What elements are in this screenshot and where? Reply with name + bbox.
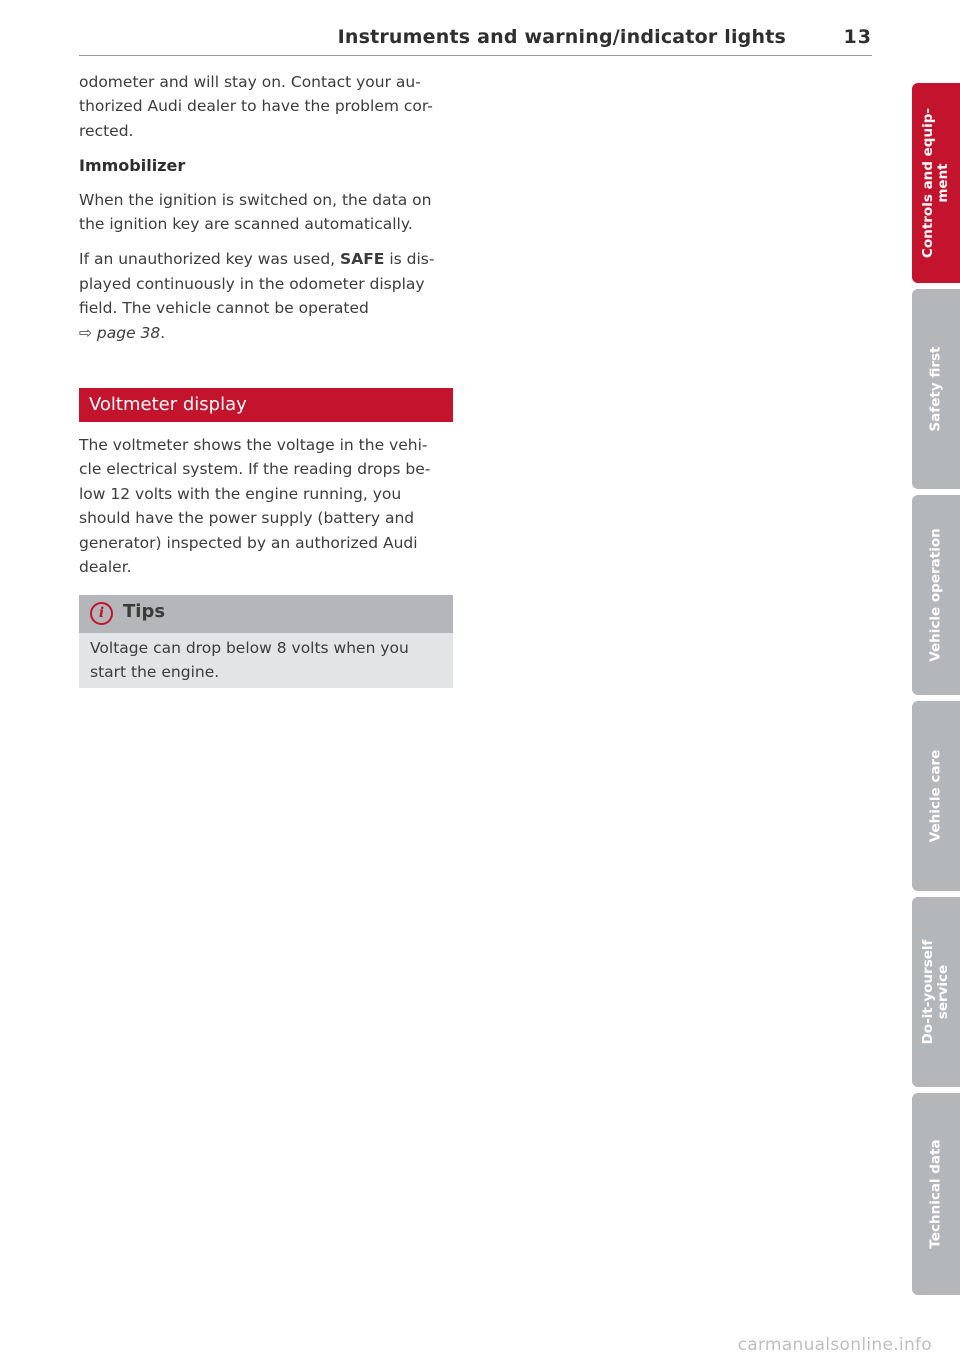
tips-label: Tips [123, 601, 166, 622]
page-reference-link[interactable]: ⇨ page 38 [79, 323, 161, 342]
tips-line: start the engine. [90, 663, 220, 681]
info-icon: i [90, 602, 113, 625]
immobilizer-paragraph-2: If an unauthorized key was used, SAFE is dis- played continuously in the odometer display field. The vehicle cannot be operated ⇨ page 38. [79, 250, 435, 342]
tips-header [79, 595, 453, 633]
tab-vehicle-operation[interactable]: Vehicle operation [912, 495, 960, 695]
safe-keyword: SAFE [340, 250, 385, 269]
tab-technical-data[interactable]: Technical data [912, 1093, 960, 1295]
immobilizer-heading: Immobilizer [79, 156, 186, 176]
tips-line: Voltage can drop below 8 volts when you [90, 639, 409, 657]
watermark: carmanualsonline.info [737, 1335, 932, 1355]
tab-safety-first[interactable]: Safety first [912, 289, 960, 489]
page-header [79, 26, 872, 54]
page-number: 13 [843, 26, 872, 48]
voltmeter-paragraph: The voltmeter shows the voltage in the vehi- cle electrical system. If the reading drops be- low 12 volts with the engine running, you should have the power supply (battery and generator) inspected by an authorized Audi dealer. [79, 436, 431, 577]
tab-vehicle-care[interactable]: Vehicle care [912, 701, 960, 891]
immobilizer-paragraph-1: When the ignition is switched on, the data on the ignition key are scanned automatically. [79, 190, 432, 234]
voltmeter-content [79, 433, 453, 590]
section-title: Instruments and warning/indicator lights [337, 26, 786, 48]
tab-controls-and-equipment[interactable]: Controls and equip- ment [912, 83, 960, 283]
header-divider [79, 55, 872, 56]
intro-paragraph: odometer and will stay on. Contact your au- thorized Audi dealer to have the problem cor- rected. [79, 73, 433, 140]
main-content [79, 70, 453, 356]
tab-do-it-yourself-service[interactable]: Do-it-yourself service [912, 897, 960, 1087]
voltmeter-heading: Voltmeter display [89, 394, 247, 415]
voltmeter-heading-bar [79, 388, 453, 422]
tips-body [79, 633, 453, 688]
